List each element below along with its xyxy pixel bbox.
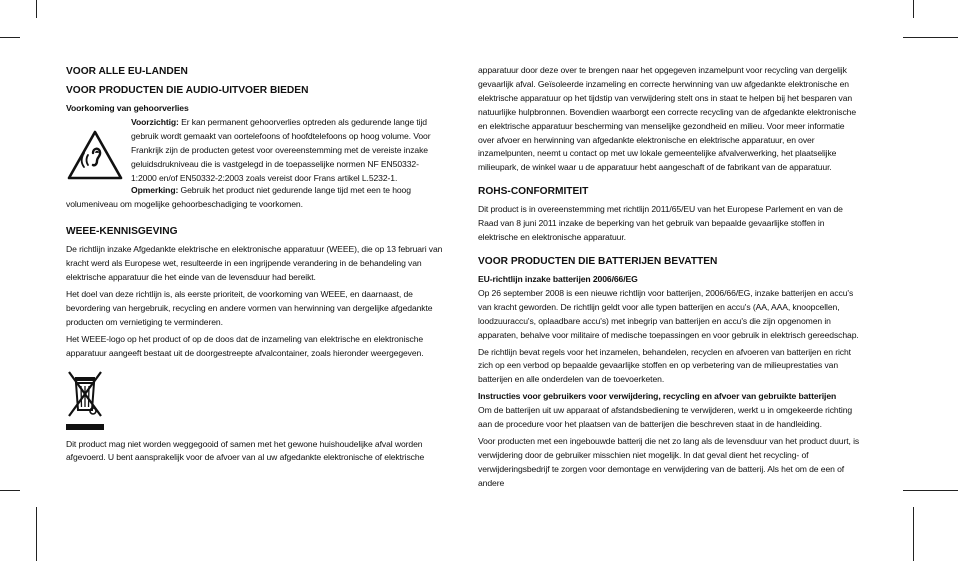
battery-directive-heading: EU-richtlijn inzake batterijen 2006/66/EG (478, 273, 638, 284)
caution-paragraph (131, 116, 444, 186)
weee-paragraph-2: Het doel van deze richtlijn is, als eerste prioriteit, de voorkoming van WEEE, en daarnaast, de bevordering van hergebruik, recycling en andere vormen van herwinning van dergelijke afgedankte producten om vernietiging te verminderen. (66, 288, 433, 327)
crop-mark (913, 507, 914, 561)
hearing-loss-heading: Voorkoming van gehoorverlies (66, 103, 189, 113)
battery-paragraph-2: De richtlijn bevat regels voor het inzamelen, behandelen, recyclen en afvoeren van batterijen en richt zich op een verbod op bepaalde gevaarlijke stoffen en op verbetering van de milieuprestaties van batterijen en alle onderdelen van de toevoerketen. (478, 346, 851, 385)
weee-bar (66, 424, 104, 430)
battery-instructions-paragraph-1: Om de batterijen uit uw apparaat of afstandsbediening te verwijderen, werkt u in omgekeerde richting aan de procedure voor het plaatsen van de batterijen die beschreven staat in de handleiding. (478, 405, 853, 430)
rohs-title: ROHS-CONFORMITEIT (478, 186, 589, 198)
right-column (478, 64, 862, 494)
weee-continued-paragraph: apparatuur door deze over te brengen naar het opgegeven inzamelpunt voor recycling van dergelijk gevaarlijk afval. Geïsoleerde inzameling en correcte herwinning van uw afgedankte elektronische en elektrische apparatuur op het tijdstip van verwijdering stelt ons in staat te helpen bij het besparen van natuurlijke hulpbronnen. Bovendien waarborgt een correcte recycling van de afgedankte elektronische en elektrische apparatuur bescherming van menselijke gezondheid en milieu. Voor meer informatie over afvoer en herwinning van afgedankte elektronische en elektrische apparatuur, en over inzamelpunten, neemt u contact op met uw lokale gemeentelijke afvalverwerking, het plaatselijke milieupark, de winkel waar u de apparatuur hebt aangeschaft of de fabrikant van de apparatuur. (478, 65, 857, 173)
crossed-bin-icon (66, 364, 104, 422)
battery-paragraph-1: Op 26 september 2008 is een nieuwe richtlijn voor batterijen, 2006/66/EG, inzake batterijen en accu's van kracht geworden. De richtlijn geldt voor alle typen batterijen en accu's (AA, AAA, knoopcellen, loodzuuraccu's, oplaadbare accu's) met inbegrip van batterijen en accu's die zijn opgenomen in apparaten, behalve voor militaire of medische toepassingen en voor gebruik in elektrisch gereedschap. (478, 287, 859, 340)
rohs-paragraph: Dit product is in overeenstemming met richtlijn 2011/65/EU van het Europese Parlement en van de Raad van 8 juni 2011 inzake de beperking van het gebruik van bepaalde gevaarlijke stoffen in elektrische en elektronische apparatuur. (478, 204, 843, 243)
crop-mark (903, 37, 958, 38)
note-label: Opmerking: (131, 185, 179, 196)
hearing-warning-icon (66, 116, 126, 188)
caution-text: Er kan permanent gehoorverlies optreden als gedurende lange tijd gebruik wordt gemaakt van oortelefoons of hoofdtelefoons op hoog volume. Voor Frankrijk zijn de producten getest voor overeenstemming met de vereiste inzake geluidsdrukniveau die is vastgelegd in de toepasselijke normen NF EN50332-1:2000 en/of EN50332-2:2003 zoals vereist door Frans artikel L.5232-1. (131, 116, 431, 183)
weee-paragraph-3: Het WEEE-logo op het product of op de doos dat de inzameling van elektrische en elektronische apparatuur aangeeft bestaat uit de doorgestreepte afvalcontainer, zoals hieronder weergegeven. (66, 333, 424, 358)
crop-mark (36, 0, 37, 18)
crop-mark (903, 490, 958, 491)
left-column (66, 64, 444, 468)
battery-instructions-paragraph-2: Voor producten met een ingebouwde batterij die net zo lang als de levensduur van het product duurt, is verwijdering door de gebruiker misschien niet mogelijk. In dat geval dient het recycling- of verwijderingsbedrijf te zorgen voor demontage en verwijdering van de batterij. Als het om de een of andere (478, 435, 860, 488)
battery-instructions-heading: Instructies voor gebruikers voor verwijdering, recycling en afvoer van gebruikte batterijen (478, 391, 837, 402)
note-text: Gebruik het product niet gedurende lange tijd met een te hoog volumeniveau om mogelijke gehoorbeschadiging te voorkomen. (66, 185, 411, 210)
weee-paragraph-1: De richtlijn inzake Afgedankte elektrische en elektronische apparatuur (WEEE), die op 13 februari van kracht werd als Europese wet, resulteerde in een ingrijpende verandering in de behandeling van elektrische apparatuur die het einde van de levensduur had bereikt. (66, 244, 443, 283)
crop-mark (0, 37, 20, 38)
battery-title: VOOR PRODUCTEN DIE BATTERIJEN BEVATTEN (478, 255, 718, 267)
note-paragraph (66, 184, 444, 212)
caution-label: Voorzichtig: (131, 116, 179, 127)
crop-mark (913, 0, 914, 18)
title-audio-products: VOOR PRODUCTEN DIE AUDIO-UITVOER BIEDEN (66, 85, 309, 96)
crop-mark (36, 507, 37, 561)
weee-paragraph-4: Dit product mag niet worden weggegooid of samen met het gewone huishoudelijke afval worden afgevoerd. U bent aansprakelijk voor de afvoer van al uw afgedankte elektronische of elektrische (66, 438, 425, 463)
weee-logo (66, 364, 444, 430)
weee-title: WEEE-KENNISGEVING (66, 226, 178, 238)
crop-mark (0, 490, 20, 491)
title-all-eu: VOOR ALLE EU-LANDEN (66, 66, 188, 77)
hearing-warning (66, 116, 444, 189)
